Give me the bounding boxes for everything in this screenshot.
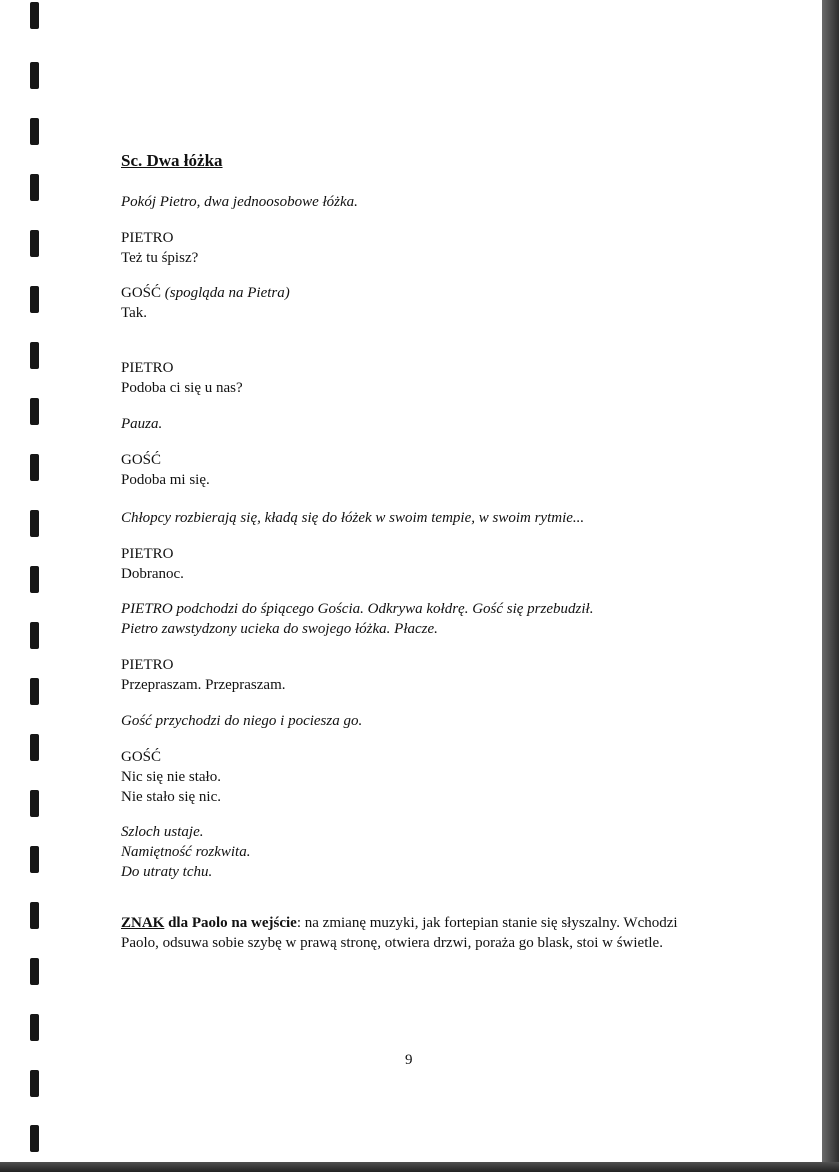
dialogue-line: Też tu śpisz?: [121, 250, 199, 266]
speaker-name: GOŚĆ: [121, 749, 162, 765]
binding-hole: [30, 174, 39, 201]
binding-hole: [30, 734, 39, 761]
dialogue-block: [121, 450, 210, 490]
cue-paragraph: [121, 913, 706, 953]
stage-line: Pietro zawstydzony ucieka do swojego łóżka. Płacze.: [121, 621, 438, 637]
dialogue-line: Podoba ci się u nas?: [121, 380, 243, 396]
dialogue-block: [121, 283, 290, 323]
page-number: 9: [405, 1052, 413, 1068]
cue-target: dla Paolo na wejście: [164, 915, 297, 931]
speaker-name: PIETRO: [121, 657, 174, 673]
scene-title: Sc. Dwa łóżka: [121, 151, 223, 170]
binding-hole: [30, 846, 39, 873]
binding-hole: [30, 790, 39, 817]
binding-hole: [30, 398, 39, 425]
dialogue-block: [121, 655, 286, 695]
dialogue-line: Dobranoc.: [121, 566, 184, 582]
dialogue-block: [121, 358, 243, 398]
speaker-line: [121, 283, 290, 303]
binding-hole: [30, 1070, 39, 1097]
dialogue-line: Tak.: [121, 305, 148, 321]
scan-edge-bottom: [0, 1162, 839, 1172]
binding-hole: [30, 2, 39, 29]
binding-hole: [30, 902, 39, 929]
speaker-name: PIETRO: [121, 230, 174, 246]
binding-hole: [30, 1014, 39, 1041]
binding-hole: [30, 678, 39, 705]
binding-hole: [30, 62, 39, 89]
stage-direction: Gość przychodzi do niego i pociesza go.: [121, 713, 363, 729]
binding-hole: [30, 342, 39, 369]
binding-hole: [30, 1125, 39, 1152]
speaker-name: PIETRO: [121, 546, 174, 562]
binding-hole: [30, 510, 39, 537]
cue-colon: :: [296, 915, 302, 931]
binding-hole: [30, 230, 39, 257]
dialogue-line: Przepraszam. Przepraszam.: [121, 677, 286, 693]
speaker-name: PIETRO: [121, 360, 174, 376]
dialogue-block: [121, 544, 184, 584]
dialogue-line: Nic się nie stało.: [121, 769, 221, 785]
stage-line: Szloch ustaje.: [121, 824, 204, 840]
dialogue-block: [121, 228, 198, 268]
binding-hole: [30, 286, 39, 313]
dialogue-line: Nie stało się nic.: [121, 789, 221, 805]
binding-hole: [30, 454, 39, 481]
stage-direction: Pauza.: [121, 416, 163, 432]
binding-hole: [30, 118, 39, 145]
stage-line: Namiętność rozkwita.: [121, 844, 251, 860]
speaker-name: GOŚĆ: [121, 285, 162, 301]
binding-hole: [30, 958, 39, 985]
binding-hole: [30, 622, 39, 649]
cue-label: ZNAK: [121, 915, 165, 931]
stage-direction: Pokój Pietro, dwa jednoosobowe łóżka.: [121, 194, 358, 210]
stage-line: PIETRO podchodzi do śpiącego Gościa. Odkrywa kołdrę. Gość się przebudził.: [121, 601, 594, 617]
stage-direction: [121, 599, 593, 639]
speaker-note: (spogląda na Pietra): [164, 285, 290, 301]
stage-direction: Chłopcy rozbierają się, kładą się do łóżek w swoim tempie, w swoim rytmie...: [121, 510, 585, 526]
binding-hole: [30, 566, 39, 593]
stage-line: Do utraty tchu.: [121, 864, 213, 880]
cue-text: na zmianę muzyki, jak fortepian stanie się słyszalny. Wchodzi Paolo, odsuwa sobie szybę w prawą stronę, otwiera drzwi, poraża go blask, stoi w świetle.: [121, 915, 678, 951]
stage-direction: [121, 822, 250, 882]
scan-edge-right: [822, 0, 839, 1172]
dialogue-line: Podoba mi się.: [121, 472, 210, 488]
speaker-name: GOŚĆ: [121, 452, 162, 468]
dialogue-block: [121, 747, 221, 807]
